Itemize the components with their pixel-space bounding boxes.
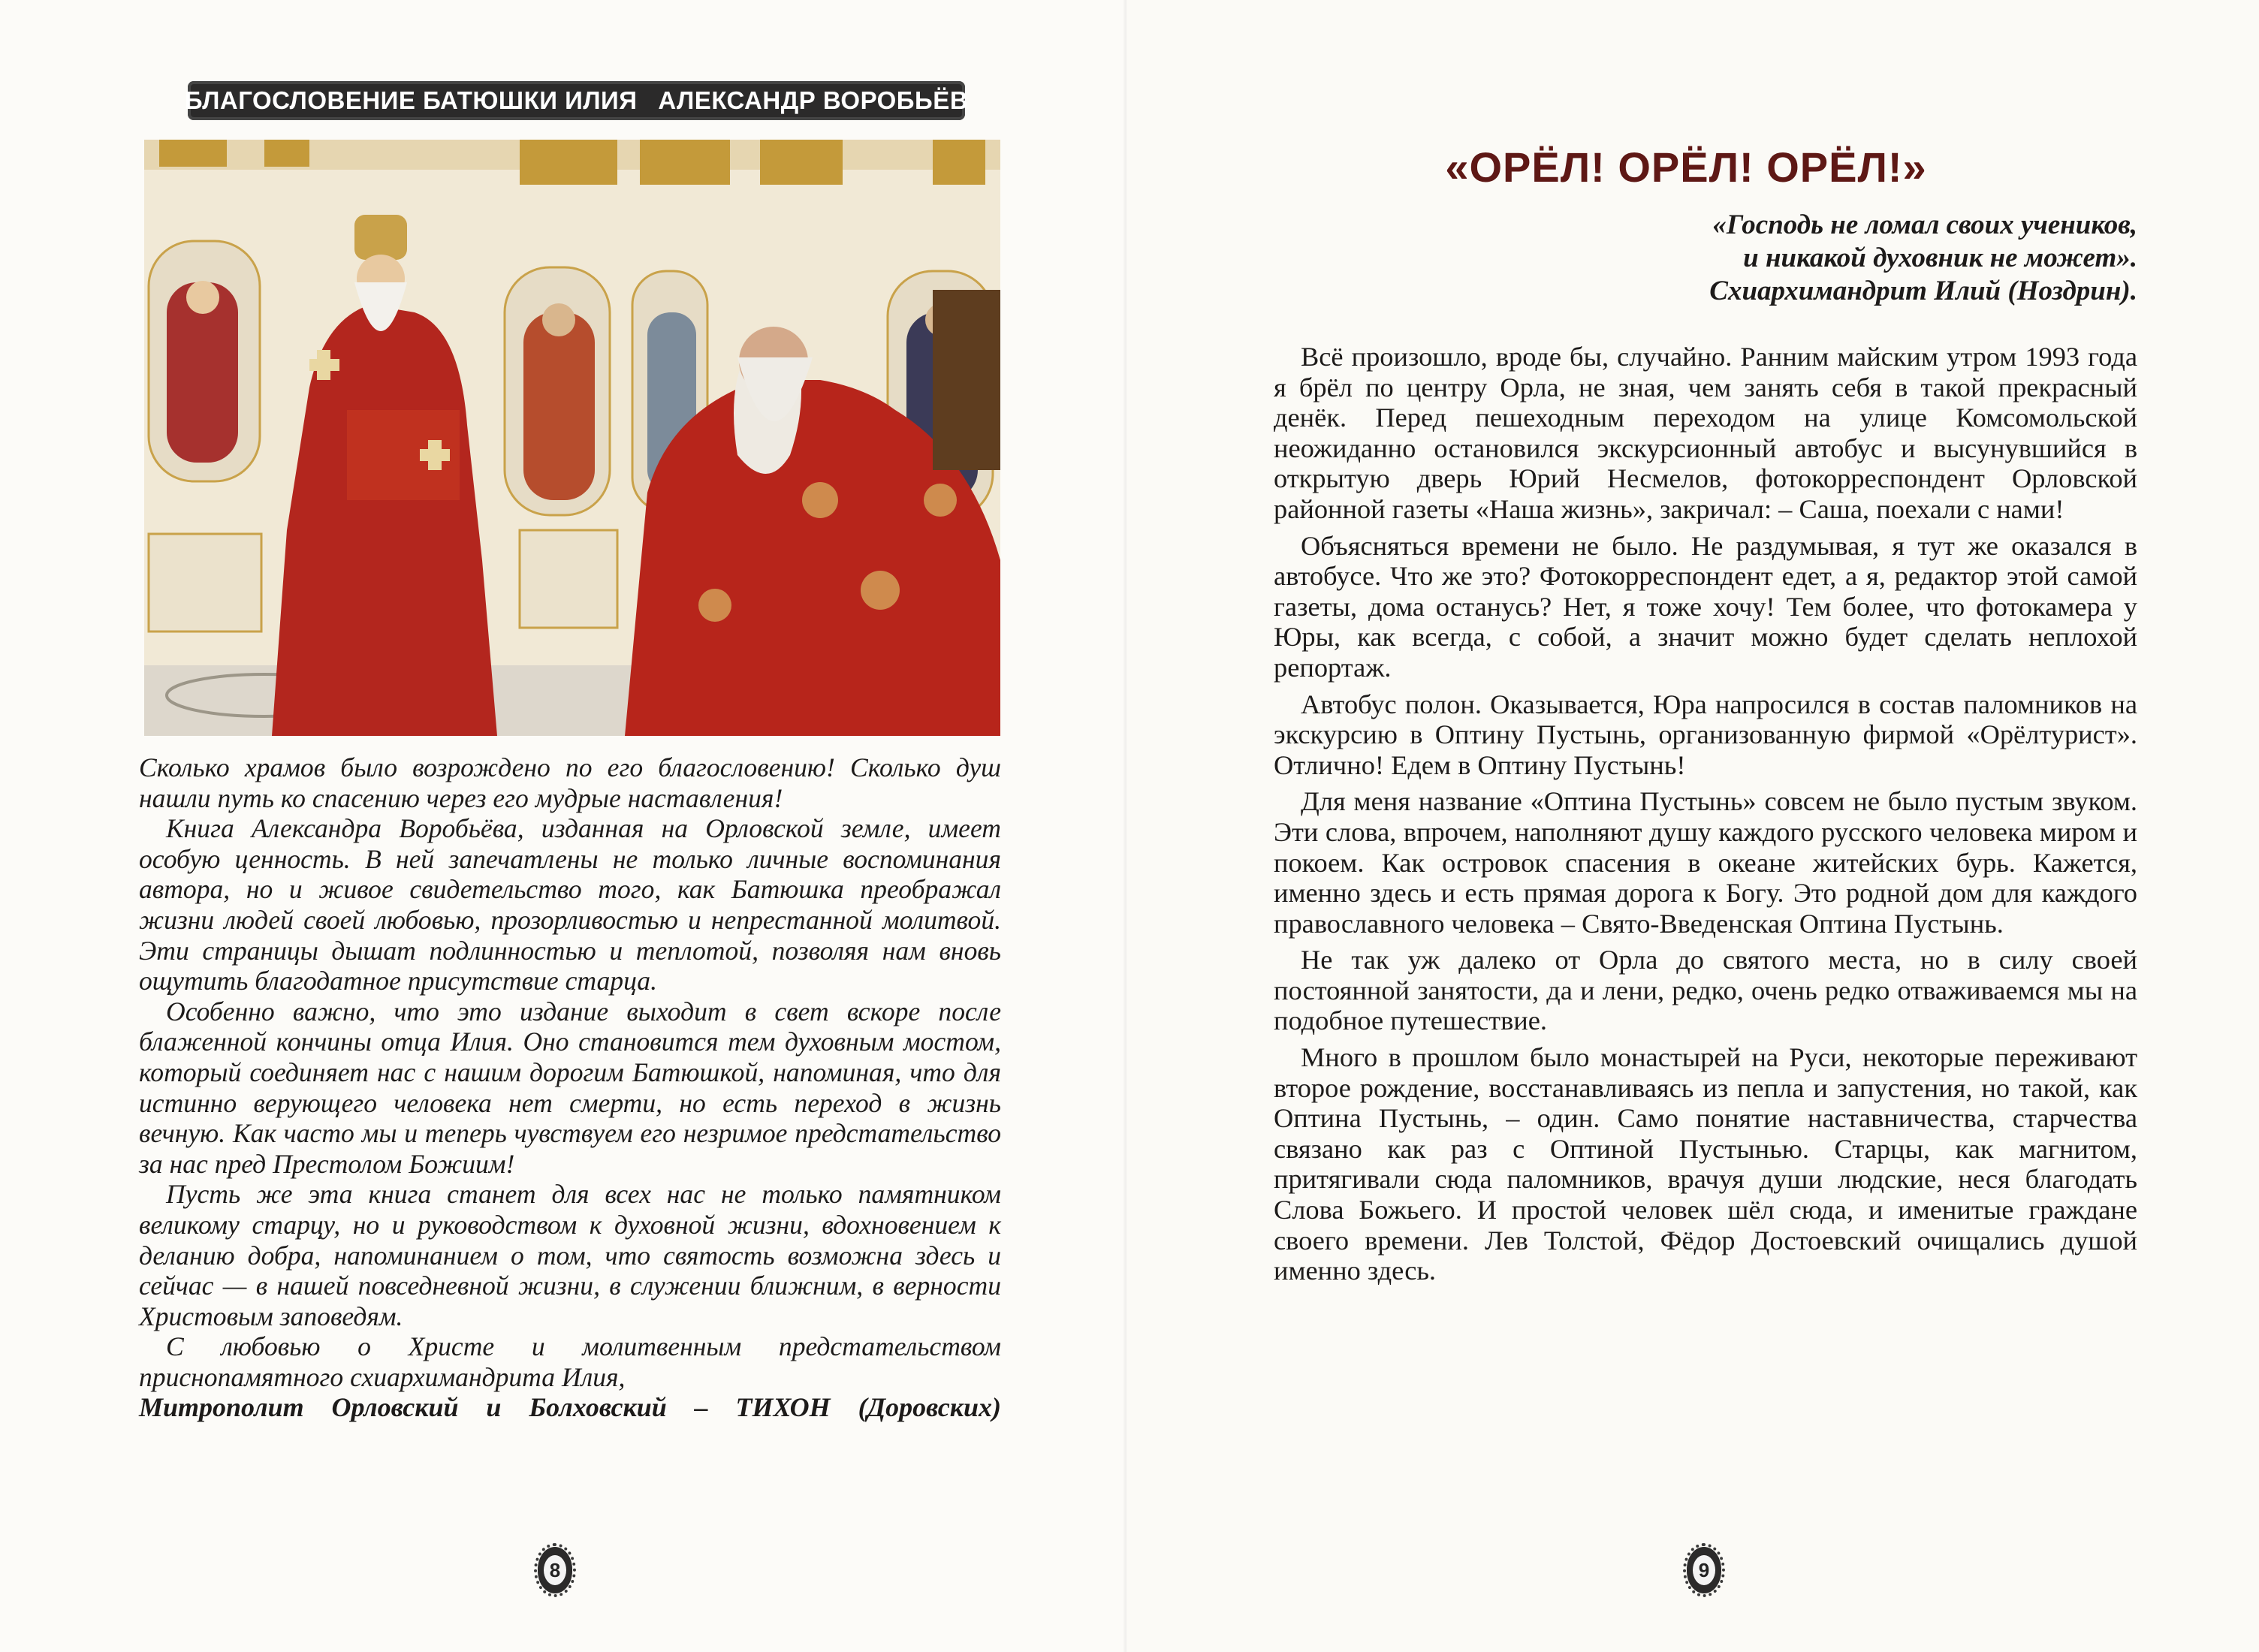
clergy-photo-illustration	[144, 140, 1000, 736]
body-paragraph: Всё произошло, вроде бы, случайно. Ранним майским утром 1993 года я брёл по центру Орла, не зная, чем занять себя в такой прекрасный денёк. Перед пешеходным переходом на улице Комсомольской неожиданно остановился экскурсионный автобус и высунувшийся в открытую дверь Юрий Несмелов, фотокорреспондент Орловской районной газеты «Наша жизнь», закричал: – Саша, поехали с нами!	[1274, 342, 2137, 524]
foreword-paragraph: С любовью о Христе и молитвенным предстательством приснопамятного схиархимандрита Илия,	[139, 1331, 1001, 1392]
page-number-left	[538, 1547, 572, 1593]
page-number-right	[1687, 1547, 1721, 1593]
running-header-title: БЛАГОСЛОВЕНИЕ БАТЮШКИ ИЛИЯ	[184, 86, 638, 114]
body-paragraph: Не так уж далеко от Орла до святого места, но в силу своей постоянной занятости, да и лени, редко, очень редко отваживаемся мы на подобное путешествие.	[1274, 945, 2137, 1036]
left-page	[0, 0, 1126, 1652]
epigraph-line: «Господь не ломал своих учеников,	[1712, 210, 2137, 240]
epigraph-attribution: Схиархимандрит Илий (Ноздрин).	[1709, 276, 2137, 306]
foreword-paragraph: Особенно важно, что это издание выходит в свет вскоре после блаженной кончины отца Илия. Оно становится тем духовным мостом, который соединяет нас с нашим дорогим Батюшкой, напоминая, что для истинно верующего человека нет смерти, но есть переход в жизнь вечную. Как часто мы и теперь чувствуем его незримое предстательство за нас пред Престолом Божиим!	[139, 996, 1001, 1179]
chapter-title: «ОРЁЛ! ОРЁЛ! ОРЁЛ!»	[1445, 143, 1927, 191]
body-paragraph: Много в прошлом было монастырей на Руси, некоторые переживают второе рождение, восстанавливаясь из пепла и запустения, но такой, как Оптина Пустынь, – один. Само понятие наставничества, старчества связано как раз с Оптиной Пустынью. Старцы, как магнитом, притягивали сюда паломников, врачуя души людские, неся благодать Слова Божьего. И простой человек шёл сюда, и именитые граждане своего времени. Лев Толстой, Фёдор Достоевский очищались душой именно здесь.	[1274, 1042, 2137, 1286]
body-paragraph: Автобус полон. Оказывается, Юра напросился в состав паломников на экскурсию в Оптину Пустынь, организованную фирмой «Орёлтурист». Отлично! Едем в Оптину Пустынь!	[1274, 689, 2137, 780]
foreword-paragraph: Книга Александра Воробьёва, изданная на Орловской земле, имеет особую ценность. В ней запечатлены не только личные воспоминания автора, но и живое свидетельство того, как Батюшка преображал жизни людей своей любовью, прозорливостью и непрестанной молитвой. Эти страницы дышат подлинностью и теплотой, позволяя нам вновь ощутить благодатное присутствие старца.	[139, 813, 1001, 996]
epigraph-line: и никакой духовник не может».	[1743, 243, 2137, 273]
clergy-photo	[144, 140, 1000, 736]
foreword-signature: Митрополит Орловский и Болховский – ТИХОН (Доровских)	[139, 1392, 1001, 1423]
body-paragraph: Для меня название «Оптина Пустынь» совсем не было пустым звуком. Эти слова, впрочем, наполняют душу каждого русского человека миром и покоем. Как островок спасения в океане житейских бурь. Кажется, именно здесь и есть прямая дорога к Богу. Это родной дом для каждого православного человека – Свято-Введенская Оптина Пустынь.	[1274, 786, 2137, 939]
page-number-right-label: 9	[1693, 1555, 1715, 1585]
foreword-text	[139, 752, 1001, 1423]
foreword-paragraph: Пусть же эта книга станет для всех нас не только памятником великому старцу, но и руководством к духовной жизни, вдохновением к деланию добра, напоминанием о том, что святость возможна здесь и сейчас — в нашей повседневной жизни, в служении ближним, в верности Христовым заповедям.	[139, 1179, 1001, 1331]
body-paragraph: Объясняться времени не было. Не раздумывая, я тут же оказался в автобусе. Что же это? Фотокорреспондент едет, а я, редактор этой самой газеты, дома останусь? Нет, я тоже хочу! Тем более, что фотокамера у Юры, как всегда, с собой, а значит можно будет сделать неплохой репортаж.	[1274, 530, 2137, 683]
foreword-paragraph: Сколько храмов было возрождено по его благословению! Сколько душ нашли путь ко спасению через его мудрые наставления!	[139, 752, 1001, 813]
epigraph	[1427, 209, 2137, 308]
chapter-body	[1274, 342, 2137, 1292]
page-number-left-label: 8	[544, 1555, 566, 1585]
running-header-author: АЛЕКСАНДР ВОРОБЬЁВ	[658, 86, 969, 114]
running-header	[184, 81, 969, 120]
